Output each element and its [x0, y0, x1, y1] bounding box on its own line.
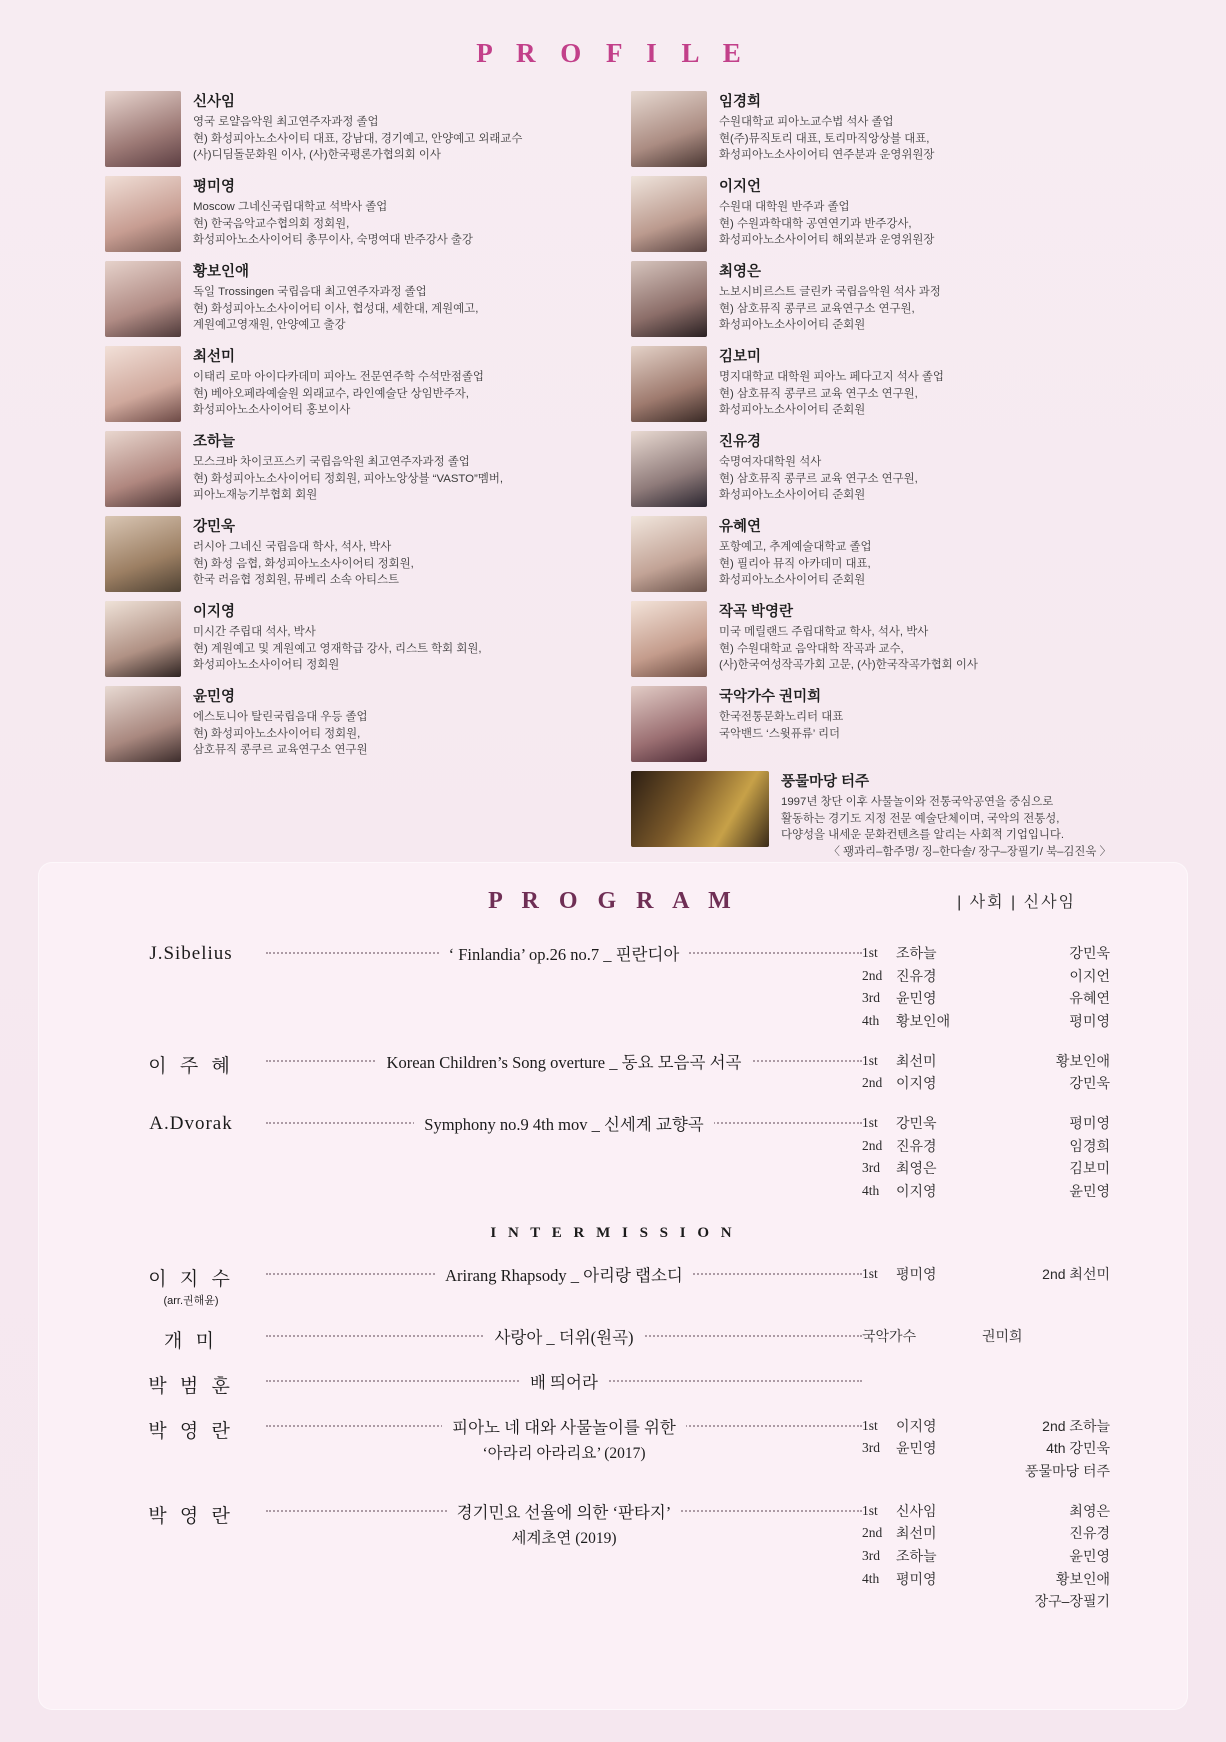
program-list: [38, 941, 1188, 1613]
profile-entry: [105, 516, 585, 592]
program-work: [274, 1111, 854, 1135]
profile-line: 러시아 그네신 국립음대 학사, 석사, 박사: [193, 541, 392, 554]
profile-line: 삼호뮤직 콩쿠르 교육연구소 연구원: [193, 744, 368, 757]
profile-line: 현) 계원예고 및 계원예고 영재학급 강사, 리스트 학회 회원,: [193, 642, 482, 655]
performer-row: [862, 1157, 1110, 1180]
performer-row: [862, 1263, 1110, 1286]
performer-order: 4th: [862, 1570, 880, 1586]
profile-line: 활동하는 경기도 지정 전문 예술단체이며, 국악의 전통성,: [781, 812, 1060, 825]
profile-line: 1997년 창단 이후 사물놀이와 전통국악공연을 중심으로: [781, 796, 1054, 809]
profile-entry: [105, 601, 585, 677]
performer-row: [862, 965, 1110, 988]
profile-name: 신사임: [193, 94, 236, 110]
profile-photo: [105, 91, 181, 167]
program-work-wrap: [266, 1414, 862, 1463]
profile-name: 이지언: [719, 179, 762, 195]
profile-line: (사)디딤돌문화원 이사, (사)한국평론가협의회 이사: [193, 149, 441, 162]
performer-row: [862, 942, 1110, 965]
profile-line: 수원대 대학원 반주과 졸업: [719, 201, 850, 214]
program-composer: J.Sibelius: [149, 943, 233, 964]
performer-row: [862, 1500, 1110, 1523]
group-name: 풍물마당 터주: [781, 774, 870, 790]
profile-photo: [105, 686, 181, 762]
profile-entry: [631, 91, 1111, 167]
program-work-text: 사랑아 _ 더위(원곡): [484, 1324, 643, 1348]
program-item: [116, 1111, 1110, 1203]
program-item: [116, 1499, 1110, 1613]
program-card: [38, 862, 1188, 1710]
performer-name: 신사임: [896, 1502, 937, 1519]
profile-name: 황보인애: [193, 264, 250, 280]
profile-line: 현) 수원대학교 음악대학 작곡과 교수,: [719, 642, 904, 655]
performer-order: [862, 1460, 896, 1483]
profile-photo: [631, 176, 707, 252]
profile-name: 윤민영: [193, 689, 236, 705]
profile-line: 화성피아노소사이어티 준회원: [719, 574, 866, 587]
profile-photo: [105, 431, 181, 507]
performer-name: 이지영: [896, 1075, 937, 1092]
performer-name-2: 진유경: [1069, 1525, 1110, 1542]
performer-name: [896, 1460, 980, 1483]
performer-name: 최선미: [896, 1052, 937, 1069]
program-host: | 사회 | 신사임: [957, 894, 1076, 911]
program-work-wrap: [266, 1111, 862, 1135]
performer-name-2: 유혜연: [1069, 990, 1110, 1007]
performer-name-2: 최영은: [1069, 1502, 1110, 1519]
performer-order: 2nd: [862, 967, 883, 983]
program-work-wrap: [266, 1049, 862, 1073]
performer-row: [862, 1437, 1110, 1460]
profile-entry: [105, 176, 585, 252]
program-performers: [862, 1324, 1110, 1348]
program-performers: [862, 1049, 1110, 1095]
profile-name: 작곡 박영란: [719, 604, 794, 620]
profile-photo: [105, 516, 181, 592]
profile-line: 현) 화성피아노소사이티 대표, 강남대, 경기예고, 안양예고 외래교수: [193, 132, 523, 145]
performer-order: 1st: [862, 1502, 878, 1518]
program-work-text: Korean Children’s Song overture _ 동요 모음곡 서곡: [377, 1049, 752, 1073]
program-item: [116, 1324, 1110, 1353]
performer-name-2: 황보인애: [1055, 1570, 1110, 1587]
profile-line: 화성피아노소사이어티 준회원: [719, 489, 866, 502]
program-item: [116, 941, 1110, 1033]
program-work-wrap: [266, 1499, 862, 1548]
profile-line: 미국 메릴랜드 주립대학교 학사, 석사, 박사: [719, 626, 929, 639]
profile-column-right: [631, 91, 1111, 860]
performer-name-2: 강민욱: [1069, 945, 1110, 961]
performer-name: [896, 1590, 980, 1613]
intermission-label: I N T E R M I S S I O N: [490, 1224, 736, 1241]
profile-line: 〈 꽹과리–함주명/ 징–한다솔/ 장구–장필기/ 북–김진욱 〉: [828, 845, 1111, 858]
program-work-text: 피아노 네 대와 사물놀이를 위한: [442, 1414, 686, 1438]
profile-entry-group: [631, 771, 1111, 860]
performer-name-2: 풍물마당 터주: [1024, 1463, 1110, 1480]
performer-name: 강민욱: [896, 1115, 937, 1132]
profile-entry: [631, 176, 1111, 252]
profile-line: 현) 필리아 뮤직 아카데미 대표,: [719, 557, 871, 570]
performer-order: 1st: [862, 1265, 878, 1281]
profile-photo: [105, 346, 181, 422]
program-item: [116, 1414, 1110, 1483]
profile-line: 현) 베아오페라예술원 외래교수, 라인예술단 상임반주자,: [193, 387, 469, 400]
program-work-text: ‘ Finlandia’ op.26 no.7 _ 핀란디아: [439, 941, 690, 965]
profile-line: 노보시비르스트 글린카 국립음악원 석사 과정: [719, 286, 941, 299]
program-item: [116, 1262, 1110, 1308]
performer-name: 평미영: [896, 1570, 937, 1587]
performer-order: 1st: [862, 945, 878, 960]
program-item: [116, 1049, 1110, 1095]
performer-row: [862, 987, 1110, 1010]
profile-entry: [105, 686, 585, 762]
performer-name: 권미희: [982, 1327, 1023, 1344]
performer-order: 3rd: [862, 1440, 880, 1456]
profile-entry: [105, 431, 585, 507]
profile-line: 화성피아노소사이어티 홍보이사: [193, 404, 351, 417]
program-performers: [862, 1262, 1110, 1286]
performer-order: 3rd: [862, 1160, 880, 1176]
performer-row: [862, 1325, 1110, 1348]
profile-line: 이태리 로마 아이다카데미 피아노 전문연주학 수석만점졸업: [193, 371, 484, 384]
profile-entry: [631, 516, 1111, 592]
performer-row: [862, 1460, 1110, 1483]
performer-name-2: 4th 강민욱: [1046, 1440, 1110, 1457]
program-work-text: 경기민요 선율에 의한 ‘판타지’: [447, 1499, 682, 1523]
profile-line: 현) 화성 음협, 화성피아노소사이어티 정회원,: [193, 557, 414, 570]
profile-line: 수원대학교 피아노교수법 석사 졸업: [719, 116, 894, 129]
profile-name: 최선미: [193, 349, 236, 365]
profile-name: 최영은: [719, 264, 762, 280]
profile-line: 현) 한국음악교수협의회 정회원,: [193, 217, 350, 230]
profile-name: 국악가수 권미희: [719, 689, 822, 705]
profile-line: 현) 화성피아노소사이어티 정회원, 피아노앙상블 “VASTO”멤버,: [193, 472, 504, 485]
performer-name-2: 이지언: [1069, 967, 1110, 984]
profile-line: (사)한국여성작곡가회 고문, (사)한국작곡가협회 이사: [719, 659, 978, 672]
performer-order: 1st: [862, 1417, 878, 1433]
performer-name-2: 윤민영: [1069, 1183, 1110, 1200]
profile-line: Moscow 그네신국립대학교 석박사 졸업: [193, 201, 388, 214]
performer-row: [862, 1568, 1110, 1591]
program-work: [274, 1369, 854, 1393]
profile-photo: [631, 261, 707, 337]
program-performers: [862, 941, 1110, 1033]
performer-name: 진유경: [896, 1137, 937, 1154]
profile-line: 화성피아노소사이어티 정회원: [193, 659, 340, 672]
performer-name: 윤민영: [896, 1440, 937, 1457]
performer-name-2: 황보인애: [1055, 1052, 1110, 1069]
profile-line: 화성피아노소사이어티 준회원: [719, 319, 866, 332]
performer-name: 이지영: [896, 1183, 937, 1200]
performer-name-2: 평미영: [1069, 1115, 1110, 1132]
performer-row: [862, 1135, 1110, 1158]
performer-order: 2nd: [862, 1075, 883, 1091]
profile-line: 화성피아노소사이어티 연주분과 운영위원장: [719, 149, 935, 162]
performer-name: 이지영: [896, 1417, 937, 1434]
performer-name: 황보인애: [896, 1013, 951, 1030]
profile-line: 현) 화성피아노소사이어티 정회원,: [193, 727, 361, 740]
performer-row: [862, 1010, 1110, 1033]
performer-name: 윤민영: [896, 990, 937, 1007]
program-work-text-2: ‘아라리 아라리요’ (2017): [482, 1444, 646, 1462]
performer-name-2: 윤민영: [1069, 1548, 1110, 1565]
program-work-text: Arirang Rhapsody _ 아리랑 랩소디: [435, 1262, 693, 1286]
performer-name-2: 김보미: [1069, 1160, 1110, 1177]
program-heading: P R O G R A M: [488, 888, 738, 914]
performer-order: 2nd: [862, 1137, 883, 1153]
profile-line: 영국 로얄음악원 최고연주자과정 졸업: [193, 116, 379, 129]
program-item: [116, 1369, 1110, 1398]
profile-photo: [631, 91, 707, 167]
performer-row: [862, 1112, 1110, 1135]
performer-row: [862, 1522, 1110, 1545]
performer-row: [862, 1180, 1110, 1203]
performer-order: 3rd: [862, 1548, 880, 1564]
performer-role: 국악가수: [862, 1327, 917, 1344]
performer-row: [862, 1590, 1110, 1613]
performer-row: [862, 1415, 1110, 1438]
profile-photo: [631, 516, 707, 592]
profile-entry: [631, 431, 1111, 507]
profile-photo: [631, 346, 707, 422]
program-composer: 박 범 훈: [148, 1375, 234, 1397]
profile-line: 한국 러음협 정회원, 뮤베리 소속 아티스트: [193, 574, 400, 587]
profile-line: 현(주)뮤직토리 대표, 토리마직앙상블 대표,: [719, 132, 930, 145]
profile-line: 피아노재능기부협회 회원: [193, 489, 318, 502]
program-work-wrap: [266, 1369, 862, 1393]
profile-photo: [631, 686, 707, 762]
program-work: [274, 1262, 854, 1286]
profile-line: 화성피아노소사이어티 해외분과 운영위원장: [719, 234, 935, 247]
performer-name-2: 평미영: [1069, 1013, 1110, 1030]
program-work: [274, 1499, 854, 1548]
program-work-text-2: 세계초연 (2019): [511, 1529, 617, 1547]
profile-line: 화성피아노소사이어티 준회원: [719, 404, 866, 417]
profile-photo: [631, 601, 707, 677]
profile-entry: [631, 346, 1111, 422]
performer-name-2: 임경희: [1069, 1137, 1110, 1154]
profile-line: 에스토니아 탈린국립음대 우등 졸업: [193, 711, 368, 724]
program-work-wrap: [266, 1262, 862, 1286]
performer-name: 조하늘: [896, 945, 937, 961]
profile-photo: [105, 176, 181, 252]
program-work-text: 배 띄어라: [520, 1369, 608, 1393]
performer-name: 평미영: [896, 1265, 937, 1282]
profile-line: 숙명여자대학원 석사: [719, 456, 822, 469]
program-composer: A.Dvorak: [149, 1113, 233, 1135]
performer-name: 조하늘: [896, 1548, 937, 1565]
profile-column-left: [105, 91, 585, 860]
program-composer: 박 영 란: [148, 1420, 234, 1442]
program-work: [274, 1324, 854, 1348]
profile-line: 현) 삼호뮤직 콩쿠르 교육 연구소 연구원,: [719, 387, 918, 400]
performer-order: 4th: [862, 1013, 880, 1029]
performer-order: 1st: [862, 1052, 878, 1068]
performer-name: 최영은: [896, 1160, 937, 1177]
profile-line: 현) 삼호뮤직 콩쿠르 교육 연구소 연구원,: [719, 472, 918, 485]
program-performers: [862, 1369, 1110, 1370]
performer-row: [862, 1545, 1110, 1568]
profile-line: 현) 화성피아노소사이어티 이사, 협성대, 세한대, 계원예고,: [193, 302, 479, 315]
profile-entry: [105, 91, 585, 167]
profile-name: 임경희: [719, 94, 762, 110]
program-composer-sub: (arr.권해윤): [163, 1294, 219, 1307]
performer-order: 2nd: [862, 1525, 883, 1541]
performer-name-2: 강민욱: [1069, 1075, 1110, 1092]
program-work-wrap: [266, 941, 862, 965]
profile-name: 진유경: [719, 434, 762, 450]
profile-name: 이지영: [193, 604, 236, 620]
profile-entry: [631, 686, 1111, 762]
program-composer: 이 주 혜: [148, 1055, 234, 1077]
performer-name-2: 2nd 최선미: [1042, 1265, 1110, 1282]
program-work: [274, 941, 854, 965]
program-header: [38, 862, 1188, 915]
program-work: [274, 1414, 854, 1463]
profile-line: 계원예고영재원, 안양예고 출강: [193, 319, 346, 332]
performer-order: 4th: [862, 1183, 880, 1199]
profile-line: 국악밴드 ‘스윗퓨류’ 리더: [719, 727, 841, 740]
program-composer-name: 이 지 수: [148, 1268, 234, 1290]
performer-name: 진유경: [896, 967, 937, 984]
profile-line: 포항예고, 추계예술대학교 졸업: [719, 541, 872, 554]
program-work-text: Symphony no.9 4th mov _ 신세계 교향곡: [414, 1111, 713, 1135]
profile-entry: [105, 346, 585, 422]
profile-name: 유혜연: [719, 519, 762, 535]
program-composer: [116, 1262, 266, 1308]
profile-entry: [631, 261, 1111, 337]
profile-line: 다양성을 내세운 문화컨텐츠를 알리는 사회적 기업입니다.: [781, 829, 1065, 842]
performer-name-2: 2nd 조하늘: [1042, 1417, 1110, 1434]
performer-order: 3rd: [862, 990, 880, 1006]
program-work: [274, 1049, 854, 1073]
profile-entry: [631, 601, 1111, 677]
program-work-wrap: [266, 1324, 862, 1348]
program-performers: [862, 1111, 1110, 1203]
profile-entry: [105, 261, 585, 337]
performer-name: 최선미: [896, 1525, 937, 1542]
profile-name: 김보미: [719, 349, 762, 365]
program-composer: 박 영 란: [148, 1505, 234, 1527]
profile-line: 현) 삼호뮤직 콩쿠르 교육연구소 연구원,: [719, 302, 915, 315]
profile-name: 조하늘: [193, 434, 236, 450]
profile-line: 명지대학교 대학원 피아노 페다고지 석사 졸업: [719, 371, 944, 384]
performer-row: [862, 1050, 1110, 1073]
program-performers: [862, 1414, 1110, 1483]
performer-order: [862, 1590, 896, 1613]
performer-row: [862, 1072, 1110, 1095]
profile-line: 한국전통문화노리터 대표: [719, 711, 844, 724]
profile-name: 강민욱: [193, 519, 236, 535]
profile-columns: [0, 69, 1226, 860]
profile-line: 모스크바 차이코프스키 국립음악원 최고연주자과정 졸업: [193, 456, 470, 469]
profile-line: 화성피아노소사이어티 총무이사, 숙명여대 반주강사 출강: [193, 234, 473, 247]
profile-photo: [105, 261, 181, 337]
performer-name-2: 장구–장필기: [1034, 1593, 1110, 1610]
program-performers: [862, 1499, 1110, 1613]
profile-line: 미시간 주립대 석사, 박사: [193, 626, 316, 639]
group-photo: [631, 771, 769, 847]
profile-photo: [631, 431, 707, 507]
profile-heading: P R O F I L E: [476, 38, 750, 68]
program-composer: 개 미: [164, 1330, 218, 1352]
profile-photo: [105, 601, 181, 677]
profile-line: 현) 수원과학대학 공연연기과 반주강사,: [719, 217, 912, 230]
profile-name: 평미영: [193, 179, 236, 195]
performer-order: 1st: [862, 1115, 878, 1131]
profile-line: 독일 Trossingen 국립음대 최고연주자과정 졸업: [193, 286, 427, 299]
